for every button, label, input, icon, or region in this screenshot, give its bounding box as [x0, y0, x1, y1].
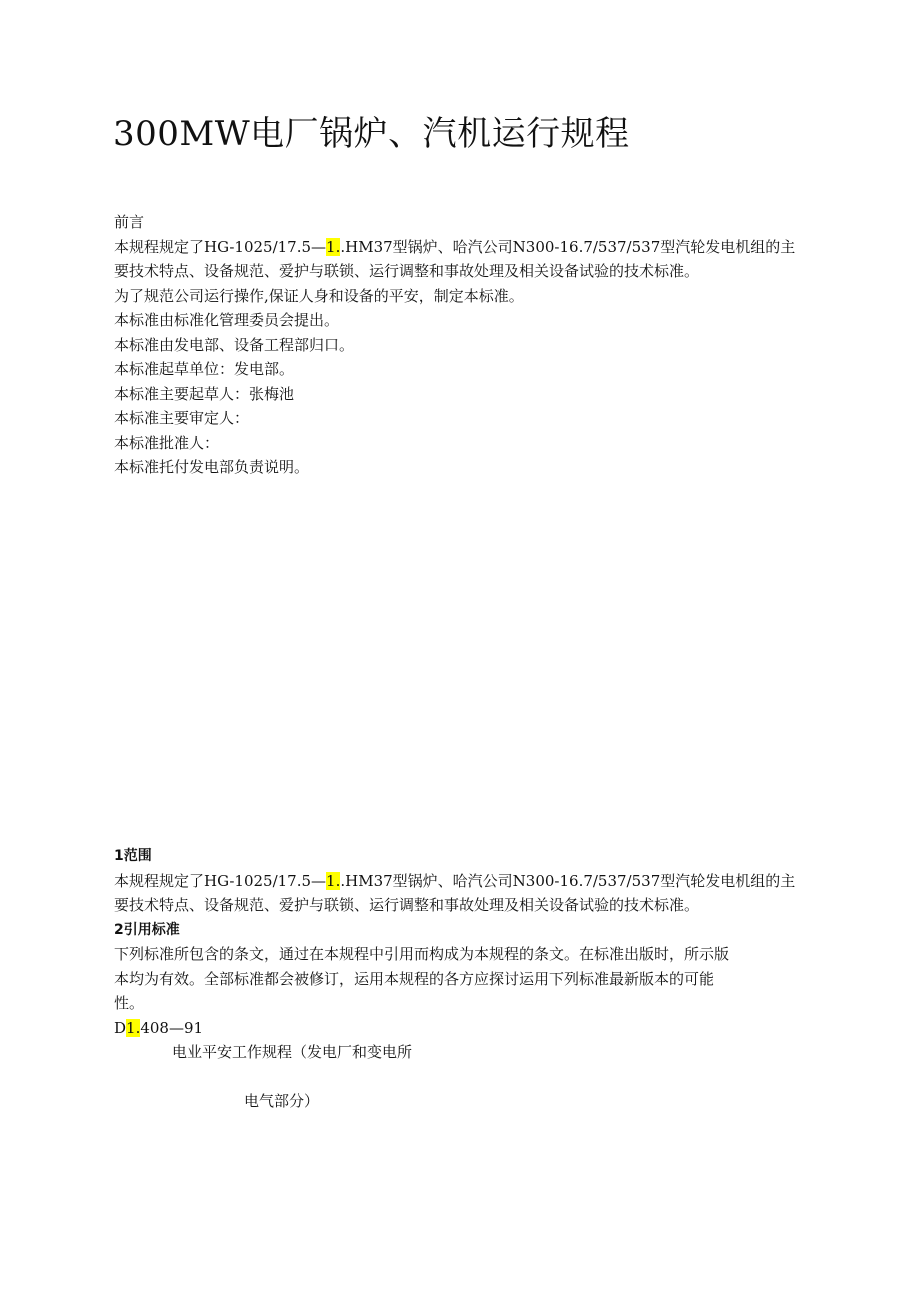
scope-paragraph-line: 要技术特点、设备规范、爱护与联锁、运行调整和事故处理及相关设备试验的技术标准。 [114, 896, 700, 914]
foreword-text: 本规程规定了HG-1025/17.5— [114, 237, 327, 256]
references-paragraph-line: 性。 [114, 994, 145, 1012]
section-heading-references: 2引用标准 [114, 921, 180, 938]
foreword-paragraph-line: 本标准起草单位：发电部。 [114, 360, 295, 378]
foreword-paragraph-line [114, 235, 814, 260]
reference-title-line: 电气部分） [244, 1092, 320, 1110]
foreword-section [114, 210, 814, 480]
foreword-text: .HM37型锅炉、哈汽公司N300-16.7/537/537型汽轮发电机组的主 [340, 237, 796, 256]
scope-paragraph-line [114, 869, 814, 894]
foreword-paragraph-line: 本标准批准人： [114, 433, 220, 452]
highlight-mark: 1. [326, 237, 341, 256]
reference-title-line: 电业平安工作规程（发电厂和变电所 [172, 1043, 413, 1061]
section-heading-scope: 1范围 [114, 848, 152, 864]
highlight-mark: 1. [326, 871, 341, 890]
foreword-paragraph-line: 要技术特点、设备规范、爱护与联锁、运行调整和事故处理及相关设备试验的技术标准。 [114, 262, 700, 280]
references-paragraph-line: 下列标准所包含的条文，通过在本规程中引用而构成为本规程的条文。在标准出版时，所示版 [114, 945, 730, 963]
scope-text: .HM37型锅炉、哈汽公司N300-16.7/537/537型汽轮发电机组的主 [340, 871, 796, 890]
reference-code [114, 1016, 814, 1041]
reference-code-text: 408—91 [140, 1018, 204, 1037]
foreword-paragraph-line: 本标准主要审定人： [114, 409, 250, 427]
scope-text: 本规程规定了HG-1025/17.5— [114, 871, 327, 890]
highlight-mark: 1. [126, 1018, 141, 1037]
foreword-paragraph-line: 本标准由标准化管理委员会提出。 [114, 311, 340, 329]
references-paragraph-line: 本均为有效。全部标准都会被修订，运用本规程的各方应探讨运用下列标准最新版本的可能 [114, 969, 715, 988]
reference-code-text: D [114, 1018, 127, 1037]
scope-section [114, 844, 814, 1040]
foreword-paragraph-line: 本标准由发电部、设备工程部归口。 [114, 335, 355, 354]
document-title: 300MW电厂锅炉、汽机运行规程 [113, 114, 630, 154]
foreword-paragraph-line: 本标准托付发电部负责说明。 [114, 458, 310, 476]
foreword-heading: 前言 [114, 213, 145, 231]
foreword-paragraph-line: 本标准主要起草人：张梅池 [114, 384, 295, 403]
foreword-paragraph-line: 为了规范公司运行操作,保证人身和设备的平安，制定本标准。 [114, 286, 524, 305]
